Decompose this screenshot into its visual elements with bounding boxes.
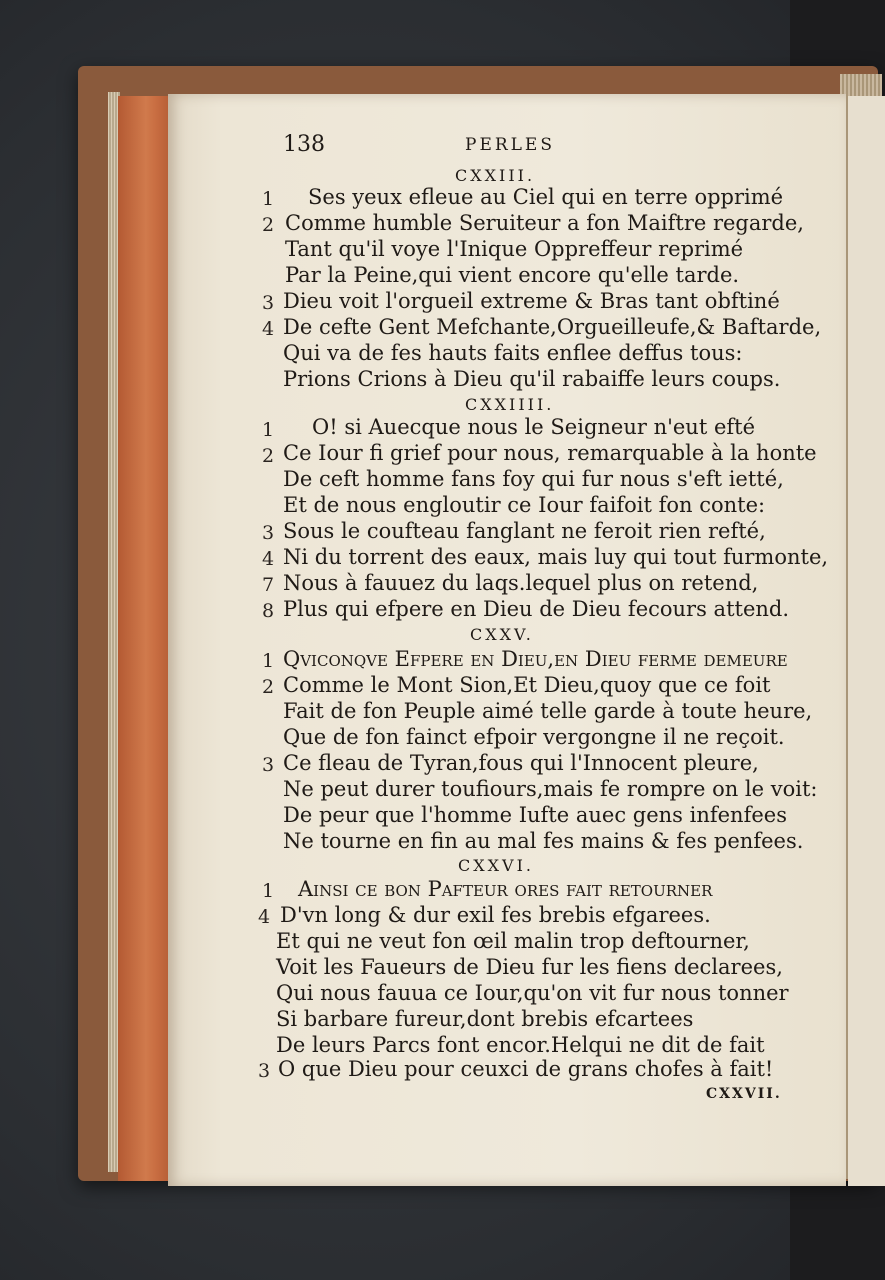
verse-line: O que Dieu pour ceuxci de grans chofes à fait!	[278, 1057, 774, 1081]
section-heading: CXXVI.	[458, 856, 534, 875]
verse-number: 4	[258, 906, 271, 928]
verse-number: 2	[262, 445, 275, 467]
verse-line: Et qui ne veut fon œil malin trop deftourner,	[276, 929, 750, 953]
verse-line: Nous à fauuez du laqs.lequel plus on retend,	[283, 571, 759, 595]
verse-number: 4	[262, 318, 275, 340]
verse-line: Si barbare fureur,dont brebis efcartees	[276, 1007, 694, 1031]
verse-line: Voit les Faueurs de Dieu fur les fiens declarees,	[276, 955, 783, 979]
verse-line: Ses yeux efleue au Ciel qui en terre opprimé	[308, 185, 784, 209]
verse-line: Tant qu'il voye l'Inique Oppreffeur reprimé	[285, 237, 744, 261]
verse-line: Ne peut durer toufiours,mais fe rompre on le voit:	[283, 777, 818, 801]
verse-line: De peur que l'homme Iufte auec gens infenfees	[283, 803, 787, 827]
verse-line: De cefte Gent Mefchante,Orgueilleufe,& Baftarde,	[283, 315, 822, 339]
verse-number: 3	[262, 754, 275, 776]
verse-line: Ainsi ce bon Pafteur ores fait retourner	[298, 877, 713, 901]
verse-number: 7	[262, 574, 275, 596]
verse-line: Ni du torrent des eaux, mais luy qui tout furmonte,	[283, 545, 829, 569]
verse-line: De leurs Parcs font encor.Helqui ne dit de fait	[276, 1033, 765, 1057]
verse-line: D'vn long & dur exil fes brebis efgarees.	[280, 903, 711, 927]
verse-line: Plus qui efpere en Dieu de Dieu fecours attend.	[283, 597, 790, 621]
verse-line: Comme humble Seruiteur a fon Maiftre regarde,	[285, 211, 804, 235]
facing-page	[848, 96, 885, 1186]
verse-number: 3	[262, 292, 275, 314]
section-heading: CXXIII.	[455, 166, 536, 185]
verse-line: Dieu voit l'orgueil extreme & Bras tant obftiné	[283, 289, 780, 313]
verse-number: 3	[262, 522, 275, 544]
verse-number: 1	[262, 188, 275, 210]
verse-number: 8	[262, 600, 275, 622]
verse-number: 1	[262, 650, 275, 672]
section-heading: CXXIIII.	[465, 395, 555, 414]
verse-line: Ce fleau de Tyran,fous qui l'Innocent pleure,	[283, 751, 759, 775]
verse-number: 1	[262, 880, 275, 902]
verse-line: Qviconqve Efpere en Dieu,en Dieu ferme demeure	[283, 647, 788, 671]
verse-line: Prions Crions à Dieu qu'il rabaiffe leurs coups.	[283, 367, 781, 391]
verse-line: Qui va de fes hauts faits enflee deffus tous:	[283, 341, 743, 365]
verse-line: Que de fon fainct efpoir vergongne il ne reçoit.	[283, 725, 785, 749]
verse-number: 4	[262, 548, 275, 570]
verse-number: 2	[262, 214, 275, 236]
verse-number: 2	[262, 676, 275, 698]
verse-line: Ce Iour fi grief pour nous, remarquable à la honte	[283, 441, 817, 465]
verse-line: Et de nous engloutir ce Iour faifoit fon conte:	[283, 493, 766, 517]
page-number: 138	[283, 132, 325, 157]
verse-line: Sous le coufteau fanglant ne feroit rien refté,	[283, 519, 766, 543]
verse-number: 3	[258, 1060, 271, 1082]
verse-line: Qui nous fauua ce Iour,qu'on vit fur nous tonner	[276, 981, 789, 1005]
catchword: CXXVII.	[706, 1086, 782, 1102]
verse-number: 1	[262, 419, 275, 441]
verse-line: O! si Auecque nous le Seigneur n'eut efté	[312, 415, 756, 439]
verse-line: Fait de fon Peuple aimé telle garde à toute heure,	[283, 699, 813, 723]
verse-line: Comme le Mont Sion,Et Dieu,quoy que ce foit	[283, 673, 771, 697]
section-heading: CXXV.	[470, 625, 534, 644]
verse-line: De ceft homme fans foy qui fur nous s'eft ietté,	[283, 467, 784, 491]
running-title: PERLES	[465, 135, 555, 155]
verse-line: Ne tourne en fin au mal fes mains & fes penfees.	[283, 829, 804, 853]
verse-line: Par la Peine,qui vient encore qu'elle tarde.	[285, 263, 740, 287]
